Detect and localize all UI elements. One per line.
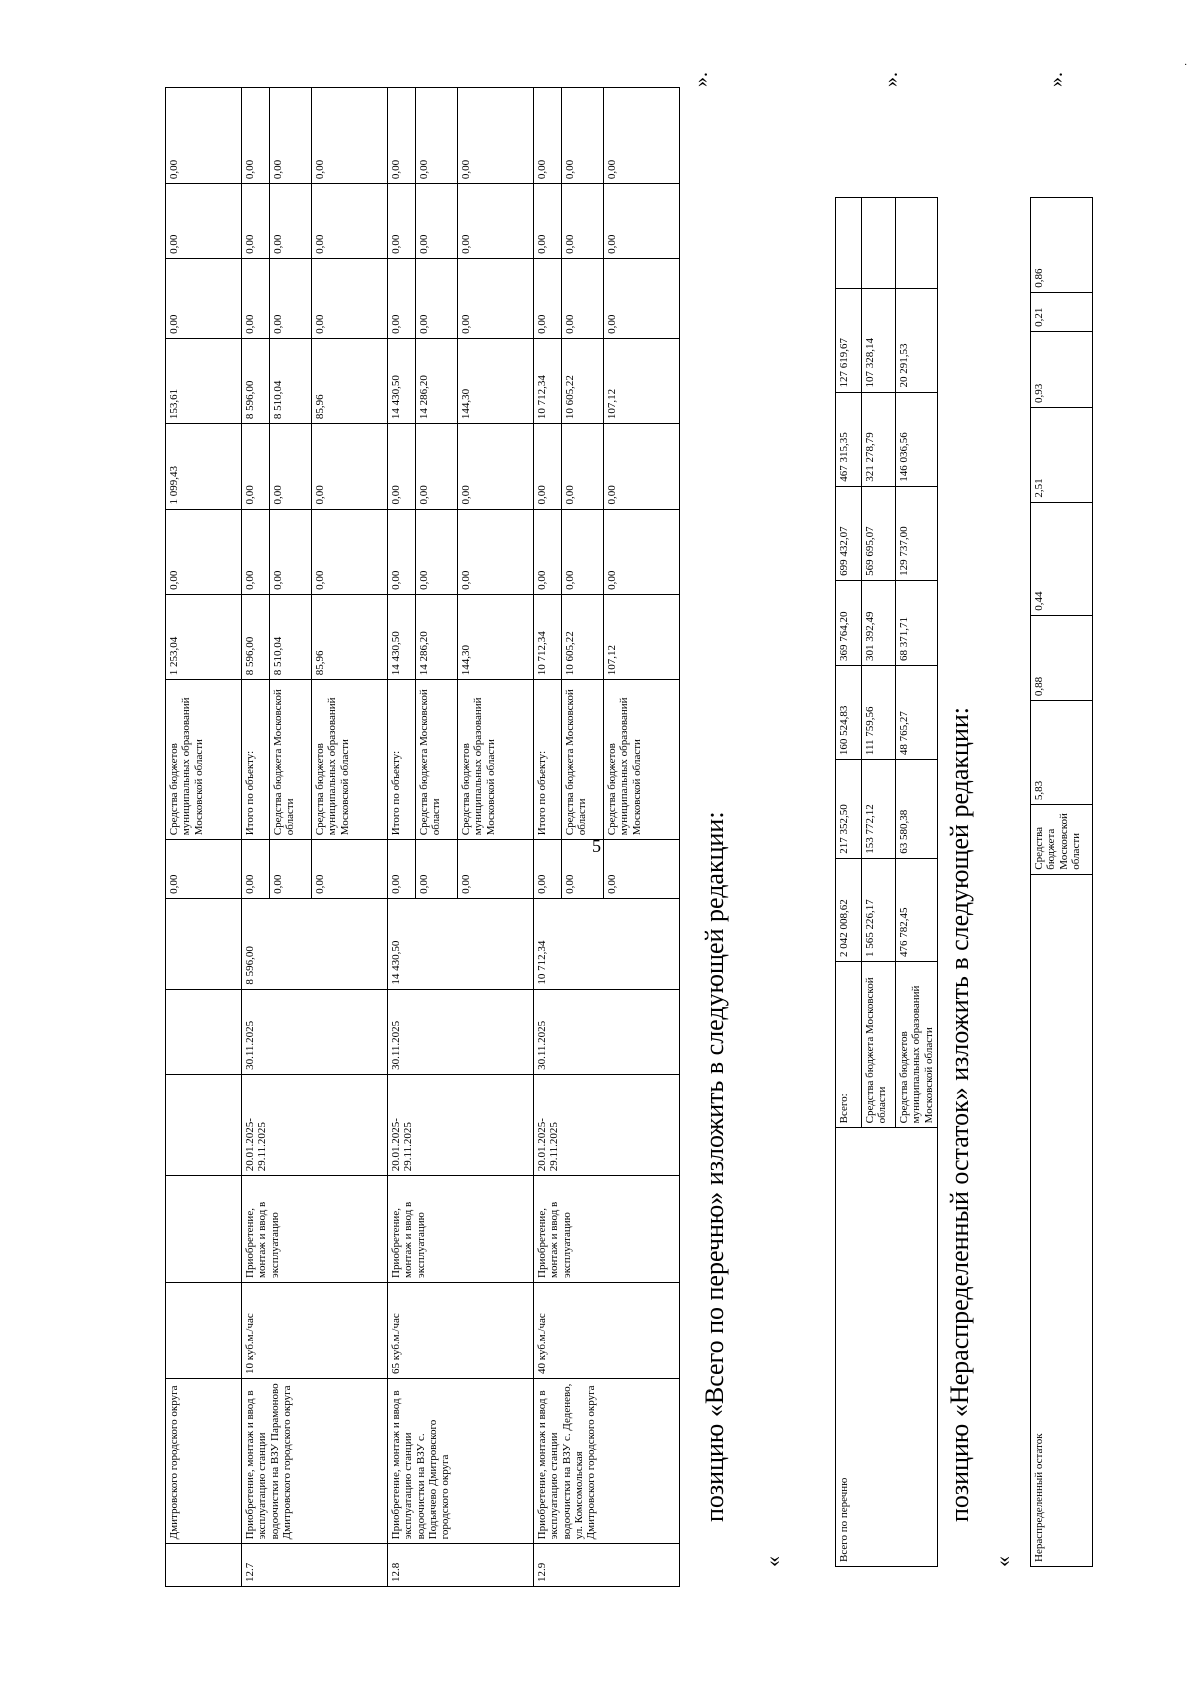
object-name: Приобретение, монтаж и ввод в эксплуатацию станции водоочистки на ВЗУ Парамоново Дмитровского городского округа <box>242 1378 388 1543</box>
value-cell: 0,00 <box>562 840 604 899</box>
value-cell: 0,00 <box>534 88 562 184</box>
total-val: 153 772,12 <box>862 760 896 859</box>
row-number: 12.8 <box>388 1544 534 1587</box>
value-cell: 0,00 <box>534 509 562 594</box>
value-cell: 0,00 <box>242 184 270 259</box>
table-row <box>534 88 562 1587</box>
value-cell: 0,00 <box>562 424 604 509</box>
value-cell: 0,00 <box>416 258 458 338</box>
scan-mark: · <box>1184 60 1188 71</box>
value-cell: 85,96 <box>312 338 388 423</box>
page-number: 5 <box>592 836 601 856</box>
value-cell: 0,00 <box>312 258 388 338</box>
value-cell: 0,00 <box>534 424 562 509</box>
value-cell: 0,00 <box>458 424 534 509</box>
value-cell: 0,00 <box>242 840 270 899</box>
value-cell: 0,00 <box>270 424 312 509</box>
row-number <box>166 1544 242 1587</box>
rest-val: 0,88 <box>1031 615 1093 700</box>
value-cell: 8 510,04 <box>270 338 312 423</box>
value-cell: 0,00 <box>312 424 388 509</box>
value-cell: 0,00 <box>416 88 458 184</box>
total-val: 63 580,38 <box>896 760 938 859</box>
cost: 10 712,34 <box>534 898 680 989</box>
open-quote-1: « <box>760 1556 785 1567</box>
value-cell: 1 253,04 <box>166 594 242 679</box>
value-cell: 0,00 <box>312 840 388 899</box>
value-cell: 10 605,22 <box>562 594 604 679</box>
value-cell: 10 712,34 <box>534 594 562 679</box>
total-val: 369 764,20 <box>836 580 862 665</box>
total-val: 321 278,79 <box>862 392 896 486</box>
total-val: 2 042 008,62 <box>836 858 862 961</box>
period: 20.01.2025-29.11.2025 <box>388 1074 534 1175</box>
funding-source: Средства бюджета Московской области <box>416 680 458 840</box>
total-val: 146 036,56 <box>896 392 938 486</box>
close-quote-1: ». <box>690 72 712 87</box>
rest-table <box>1030 197 1093 1567</box>
work-type <box>166 1176 242 1283</box>
total-val: 129 737,00 <box>896 486 938 580</box>
open-quote-2: « <box>990 1556 1015 1567</box>
row-number: 12.7 <box>242 1544 388 1587</box>
value-cell: 0,00 <box>604 424 680 509</box>
value-cell: 0,00 <box>604 184 680 259</box>
total-val: 699 432,07 <box>836 486 862 580</box>
value-cell: 0,00 <box>388 88 416 184</box>
value-cell: 0,00 <box>458 184 534 259</box>
value-cell: 0,00 <box>242 258 270 338</box>
rest-val: 0,93 <box>1031 331 1093 407</box>
table-row <box>388 88 416 1587</box>
value-cell: 0,00 <box>534 258 562 338</box>
funding-source: Средства бюджетов муниципальных образований Московской области <box>166 680 242 840</box>
close-quote-2: ». <box>880 72 902 87</box>
value-cell: 0,00 <box>242 88 270 184</box>
value-cell: 14 430,50 <box>388 594 416 679</box>
total-source-0: Всего: <box>836 962 862 1128</box>
total-val: 569 695,07 <box>862 486 896 580</box>
capacity <box>166 1282 242 1378</box>
funding-source: Итого по объекту: <box>242 680 270 840</box>
funding-source: Средства бюджетов муниципальных образований Московской области <box>458 680 534 840</box>
value-cell: 0,00 <box>416 424 458 509</box>
funding-source: Средства бюджета Московской области <box>270 680 312 840</box>
total-source-1: Средства бюджета Московской области <box>862 962 896 1128</box>
value-cell: 0,00 <box>270 258 312 338</box>
value-cell: 0,00 <box>388 184 416 259</box>
total-val: 111 759,56 <box>862 665 896 759</box>
value-cell: 0,00 <box>166 840 242 899</box>
total-val: 20 291,53 <box>896 289 938 392</box>
close-quote-3: ». <box>1045 72 1067 87</box>
value-cell: 0,00 <box>388 840 416 899</box>
value-cell: 0,00 <box>562 184 604 259</box>
rest-source: Средства бюджета Московской области <box>1031 805 1093 875</box>
value-cell: 0,00 <box>166 184 242 259</box>
value-cell: 0,00 <box>458 509 534 594</box>
value-cell: 0,00 <box>312 509 388 594</box>
funding-source: Средства бюджета Московской области <box>562 680 604 840</box>
value-cell: 0,00 <box>270 184 312 259</box>
total-val: 48 765,27 <box>896 665 938 759</box>
value-cell: 0,00 <box>242 424 270 509</box>
date: 30.11.2025 <box>242 989 388 1074</box>
value-cell: 0,00 <box>416 184 458 259</box>
date <box>166 989 242 1074</box>
rest-val: 2,51 <box>1031 407 1093 502</box>
total-source-2: Средства бюджетов муниципальных образований Московской области <box>896 962 938 1128</box>
value-cell: 107,12 <box>604 594 680 679</box>
period: 20.01.2025-29.11.2025 <box>534 1074 680 1175</box>
cost: 8 596,00 <box>242 898 388 989</box>
cost: 14 430,50 <box>388 898 534 989</box>
capacity: 40 куб.м./час <box>534 1282 680 1378</box>
total-val: 301 392,49 <box>862 580 896 665</box>
value-cell: 0,00 <box>604 509 680 594</box>
row-number: 12.9 <box>534 1544 680 1587</box>
value-cell: 0,00 <box>166 258 242 338</box>
rest-val: 0,21 <box>1031 292 1093 331</box>
value-cell: 0,00 <box>562 258 604 338</box>
value-cell: 0,00 <box>242 509 270 594</box>
value-cell: 1 099,43 <box>166 424 242 509</box>
value-cell: 85,96 <box>312 594 388 679</box>
value-cell: 0,00 <box>166 509 242 594</box>
value-cell: 0,00 <box>388 258 416 338</box>
value-cell: 0,00 <box>562 88 604 184</box>
value-cell: 144,30 <box>458 338 534 423</box>
value-cell: 0,00 <box>604 840 680 899</box>
work-type: Приобретение, монтаж и ввод в эксплуатацию <box>534 1176 680 1283</box>
value-cell: 0,00 <box>604 258 680 338</box>
value-cell: 14 286,20 <box>416 338 458 423</box>
value-cell: 0,00 <box>458 258 534 338</box>
value-cell: 0,00 <box>562 509 604 594</box>
capacity: 65 куб.м./час <box>388 1282 534 1378</box>
value-cell: 8 596,00 <box>242 338 270 423</box>
value-cell: 8 596,00 <box>242 594 270 679</box>
total-val: 217 352,50 <box>836 760 862 859</box>
rest-label: Нераспределенный остаток <box>1031 874 1093 1566</box>
value-cell: 14 430,50 <box>388 338 416 423</box>
total-val: 1 565 226,17 <box>862 858 896 961</box>
table-row <box>166 88 242 1587</box>
rest-val: 0,86 <box>1031 198 1093 293</box>
value-cell: 0,00 <box>416 840 458 899</box>
funding-source: Итого по объекту: <box>534 680 562 840</box>
total-val: 476 782,45 <box>896 858 938 961</box>
total-val: 467 315,35 <box>836 392 862 486</box>
value-cell: 0,00 <box>166 88 242 184</box>
value-cell: 0,00 <box>604 88 680 184</box>
total-val: 68 371,71 <box>896 580 938 665</box>
total-label: Всего по перечню <box>836 1128 938 1567</box>
value-cell: 0,00 <box>458 840 534 899</box>
work-type: Приобретение, монтаж и ввод в эксплуатацию <box>388 1176 534 1283</box>
date: 30.11.2025 <box>534 989 680 1074</box>
phrase-total: позицию «Всего по перечню» изложить в следующей редакции: <box>700 811 729 1522</box>
object-name: Приобретение, монтаж и ввод в эксплуатацию станции водоочистки на ВЗУ с. Подъячево Дмитровского городского округа <box>388 1378 534 1543</box>
value-cell: 8 510,04 <box>270 594 312 679</box>
phrase-rest: позицию «Нераспределенный остаток» изложить в следующей редакции: <box>945 706 974 1522</box>
funding-source: Итого по объекту: <box>388 680 416 840</box>
value-cell: 10 712,34 <box>534 338 562 423</box>
value-cell: 14 286,20 <box>416 594 458 679</box>
object-name: Приобретение, монтаж и ввод в эксплуатацию станции водоочистки на ВЗУ с. Деденево, ул. Комсомольская Дмитровского городского округа <box>534 1378 680 1543</box>
value-cell: 0,00 <box>270 840 312 899</box>
object-name: Дмитровского городского округа <box>166 1378 242 1543</box>
total-table <box>835 197 938 1567</box>
value-cell: 10 605,22 <box>562 338 604 423</box>
value-cell: 0,00 <box>270 88 312 184</box>
value-cell: 0,00 <box>270 509 312 594</box>
value-cell: 0,00 <box>388 509 416 594</box>
period <box>166 1074 242 1175</box>
table-row <box>242 88 270 1587</box>
funding-source: Средства бюджетов муниципальных образований Московской области <box>604 680 680 840</box>
value-cell: 0,00 <box>534 184 562 259</box>
funding-source: Средства бюджетов муниципальных образований Московской области <box>312 680 388 840</box>
value-cell: 0,00 <box>534 840 562 899</box>
value-cell: 107,12 <box>604 338 680 423</box>
total-val: 107 328,14 <box>862 289 896 392</box>
value-cell: 0,00 <box>312 88 388 184</box>
total-val: 160 524,83 <box>836 665 862 759</box>
objects-table <box>165 87 680 1587</box>
rest-val: 0,44 <box>1031 502 1093 615</box>
capacity: 10 куб.м./час <box>242 1282 388 1378</box>
value-cell: 0,00 <box>416 509 458 594</box>
total-val: 127 619,67 <box>836 289 862 392</box>
cost <box>166 898 242 989</box>
value-cell: 153,61 <box>166 338 242 423</box>
value-cell: 0,00 <box>312 184 388 259</box>
rest-val: 5,83 <box>1031 701 1093 805</box>
period: 20.01.2025-29.11.2025 <box>242 1074 388 1175</box>
date: 30.11.2025 <box>388 989 534 1074</box>
value-cell: 144,30 <box>458 594 534 679</box>
value-cell: 0,00 <box>388 424 416 509</box>
work-type: Приобретение, монтаж и ввод в эксплуатацию <box>242 1176 388 1283</box>
value-cell: 0,00 <box>458 88 534 184</box>
